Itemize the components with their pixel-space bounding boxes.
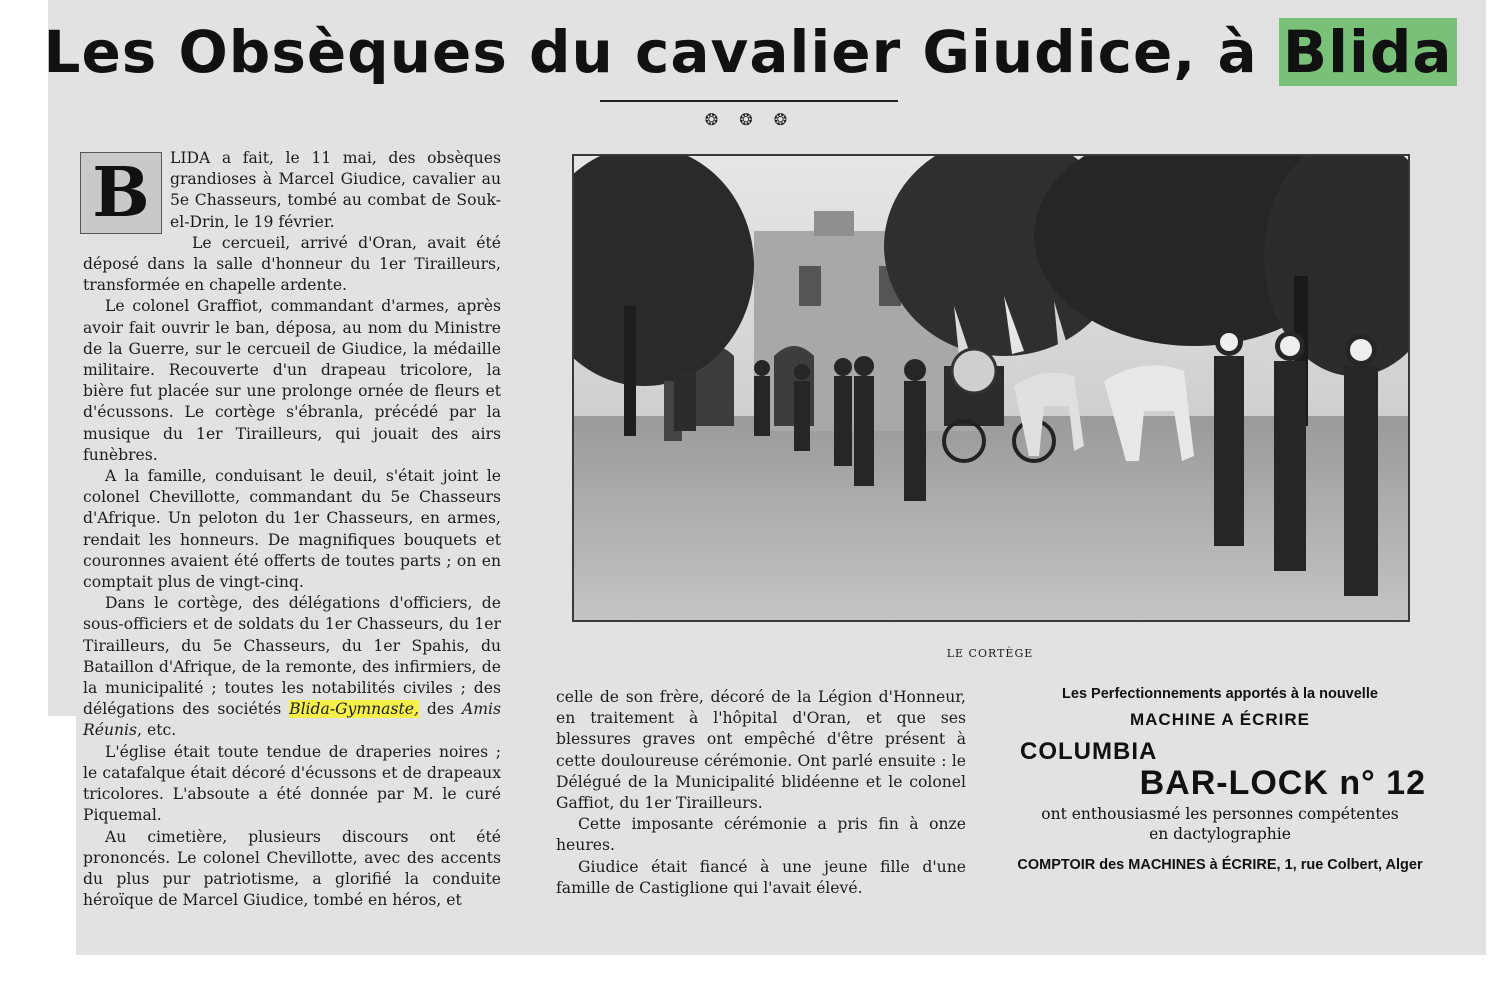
page-edge bbox=[48, 716, 76, 956]
ornament-icons: ❂ ❂ ❂ bbox=[704, 110, 796, 129]
paragraph: A la famille, conduisant le deuil, s'était joint le colonel Chevillotte, commandant du 5e Chasseurs d'Afrique. Un peloton du 1er Chasseurs, en armes, rendait les honneurs. De magnifiques bouquets et couronnes avaient été offerts de toutes parts ; on en comptait plus de vingt-cinq. bbox=[83, 467, 501, 592]
paragraph-text: , etc. bbox=[137, 721, 177, 740]
paragraph: Au cimetière, plusieurs discours ont été prononcés. Le colonel Chevillotte, avec des accents du plus pur patriotisme, a glorifié la conduite héroïque de Marcel Giudice, tombé en héros, et bbox=[83, 827, 501, 910]
paragraph: Le cercueil, arrivé d'Oran, avait été déposé dans la salle d'honneur du 1er Tirailleurs, transformée en chapelle ardente. bbox=[83, 233, 501, 295]
ad-address: COMPTOIR des MACHINES à ÉCRIRE, 1, rue Colbert, Alger bbox=[1017, 857, 1423, 873]
article-column-1 bbox=[83, 148, 501, 911]
headline-text: Les Obsèques du cavalier Giudice, à bbox=[43, 18, 1279, 86]
ad-claim: ont enthousiasmé les personnes compétentes bbox=[1041, 805, 1399, 823]
paragraph: Giudice était fiancé à une jeune fille d'une famille de Castiglione qui l'avait élevé. bbox=[556, 857, 966, 897]
photo-illustration bbox=[574, 156, 1408, 620]
headline-highlight: Blida bbox=[1279, 18, 1457, 86]
society-name: Amis Réunis bbox=[83, 700, 501, 740]
funeral-procession-photo bbox=[572, 154, 1410, 622]
paragraph: Cette imposante cérémonie a pris fin à onze heures. bbox=[556, 815, 966, 855]
paragraph: celle de son frère, décoré de la Légion d'Honneur, en traitement à l'hôpital d'Oran, et que ses blessures graves ont empêché d'être présent à cette douloureuse cérémonie. Ont parlé ensuite : le Délégué de la Municipalité blidéenne et le colonel Gaffiot, du 1er Tirailleurs. bbox=[556, 688, 966, 813]
photo-caption: LE CORTÈGE bbox=[946, 647, 1034, 660]
title-rule bbox=[600, 100, 898, 102]
ad-model: BAR-LOCK n° 12 bbox=[1139, 764, 1426, 802]
paragraph: L'église était toute tendue de draperies noires ; le catafalque était décoré d'écussons et de drapeaux tricolores. L'absoute a été donnée par M. le curé Piquemal. bbox=[83, 742, 501, 825]
paragraph bbox=[83, 593, 501, 741]
paragraph-text: Dans le cortège, des délégations d'officiers, de sous-officiers et de soldats du 1er Chasseurs, du 1er Tirailleurs, du 5e Chasseurs, du 1er Spahis, du Bataillon d'Afrique, de la remonte, des infirmiers, de la municipalité ; toutes les notabilités civiles ; des délégations des sociétés bbox=[83, 594, 501, 719]
headline bbox=[0, 18, 1500, 86]
ad-product-type: MACHINE A ÉCRIRE bbox=[1129, 710, 1311, 729]
ad-claim-2: en dactylographie bbox=[1149, 825, 1291, 843]
article-column-2 bbox=[556, 687, 966, 899]
typewriter-advertisement bbox=[1010, 686, 1430, 873]
dropcap-letter: B bbox=[92, 153, 150, 233]
ad-brand: COLUMBIA bbox=[1020, 738, 1158, 765]
dropcap-ornament bbox=[80, 152, 162, 234]
paragraph-text: des bbox=[418, 700, 462, 719]
highlighted-society: Blida-Gymnaste, bbox=[289, 700, 419, 719]
ad-intro: Les Perfectionnements apportés à la nouvelle bbox=[1062, 686, 1378, 702]
paragraph: LIDA a fait, le 11 mai, des obsèques grandioses à Marcel Giudice, cavalier au 5e Chasseurs, tombé au combat de Souk-el-Drin, le 19 février. bbox=[170, 149, 501, 231]
paragraph: Le colonel Graffiot, commandant d'armes, après avoir fait ouvrir le ban, déposa, au nom du Ministre de la Guerre, sur le cercueil de Giudice, la médaille militaire. Recouverte d'un drapeau tricolore, la bière fut placée sur une prolonge ornée de fleurs et d'écussons. Le cortège s'ébranla, précédé par la musique du 1er Tirailleurs, qui jouait des airs funèbres. bbox=[83, 297, 501, 464]
